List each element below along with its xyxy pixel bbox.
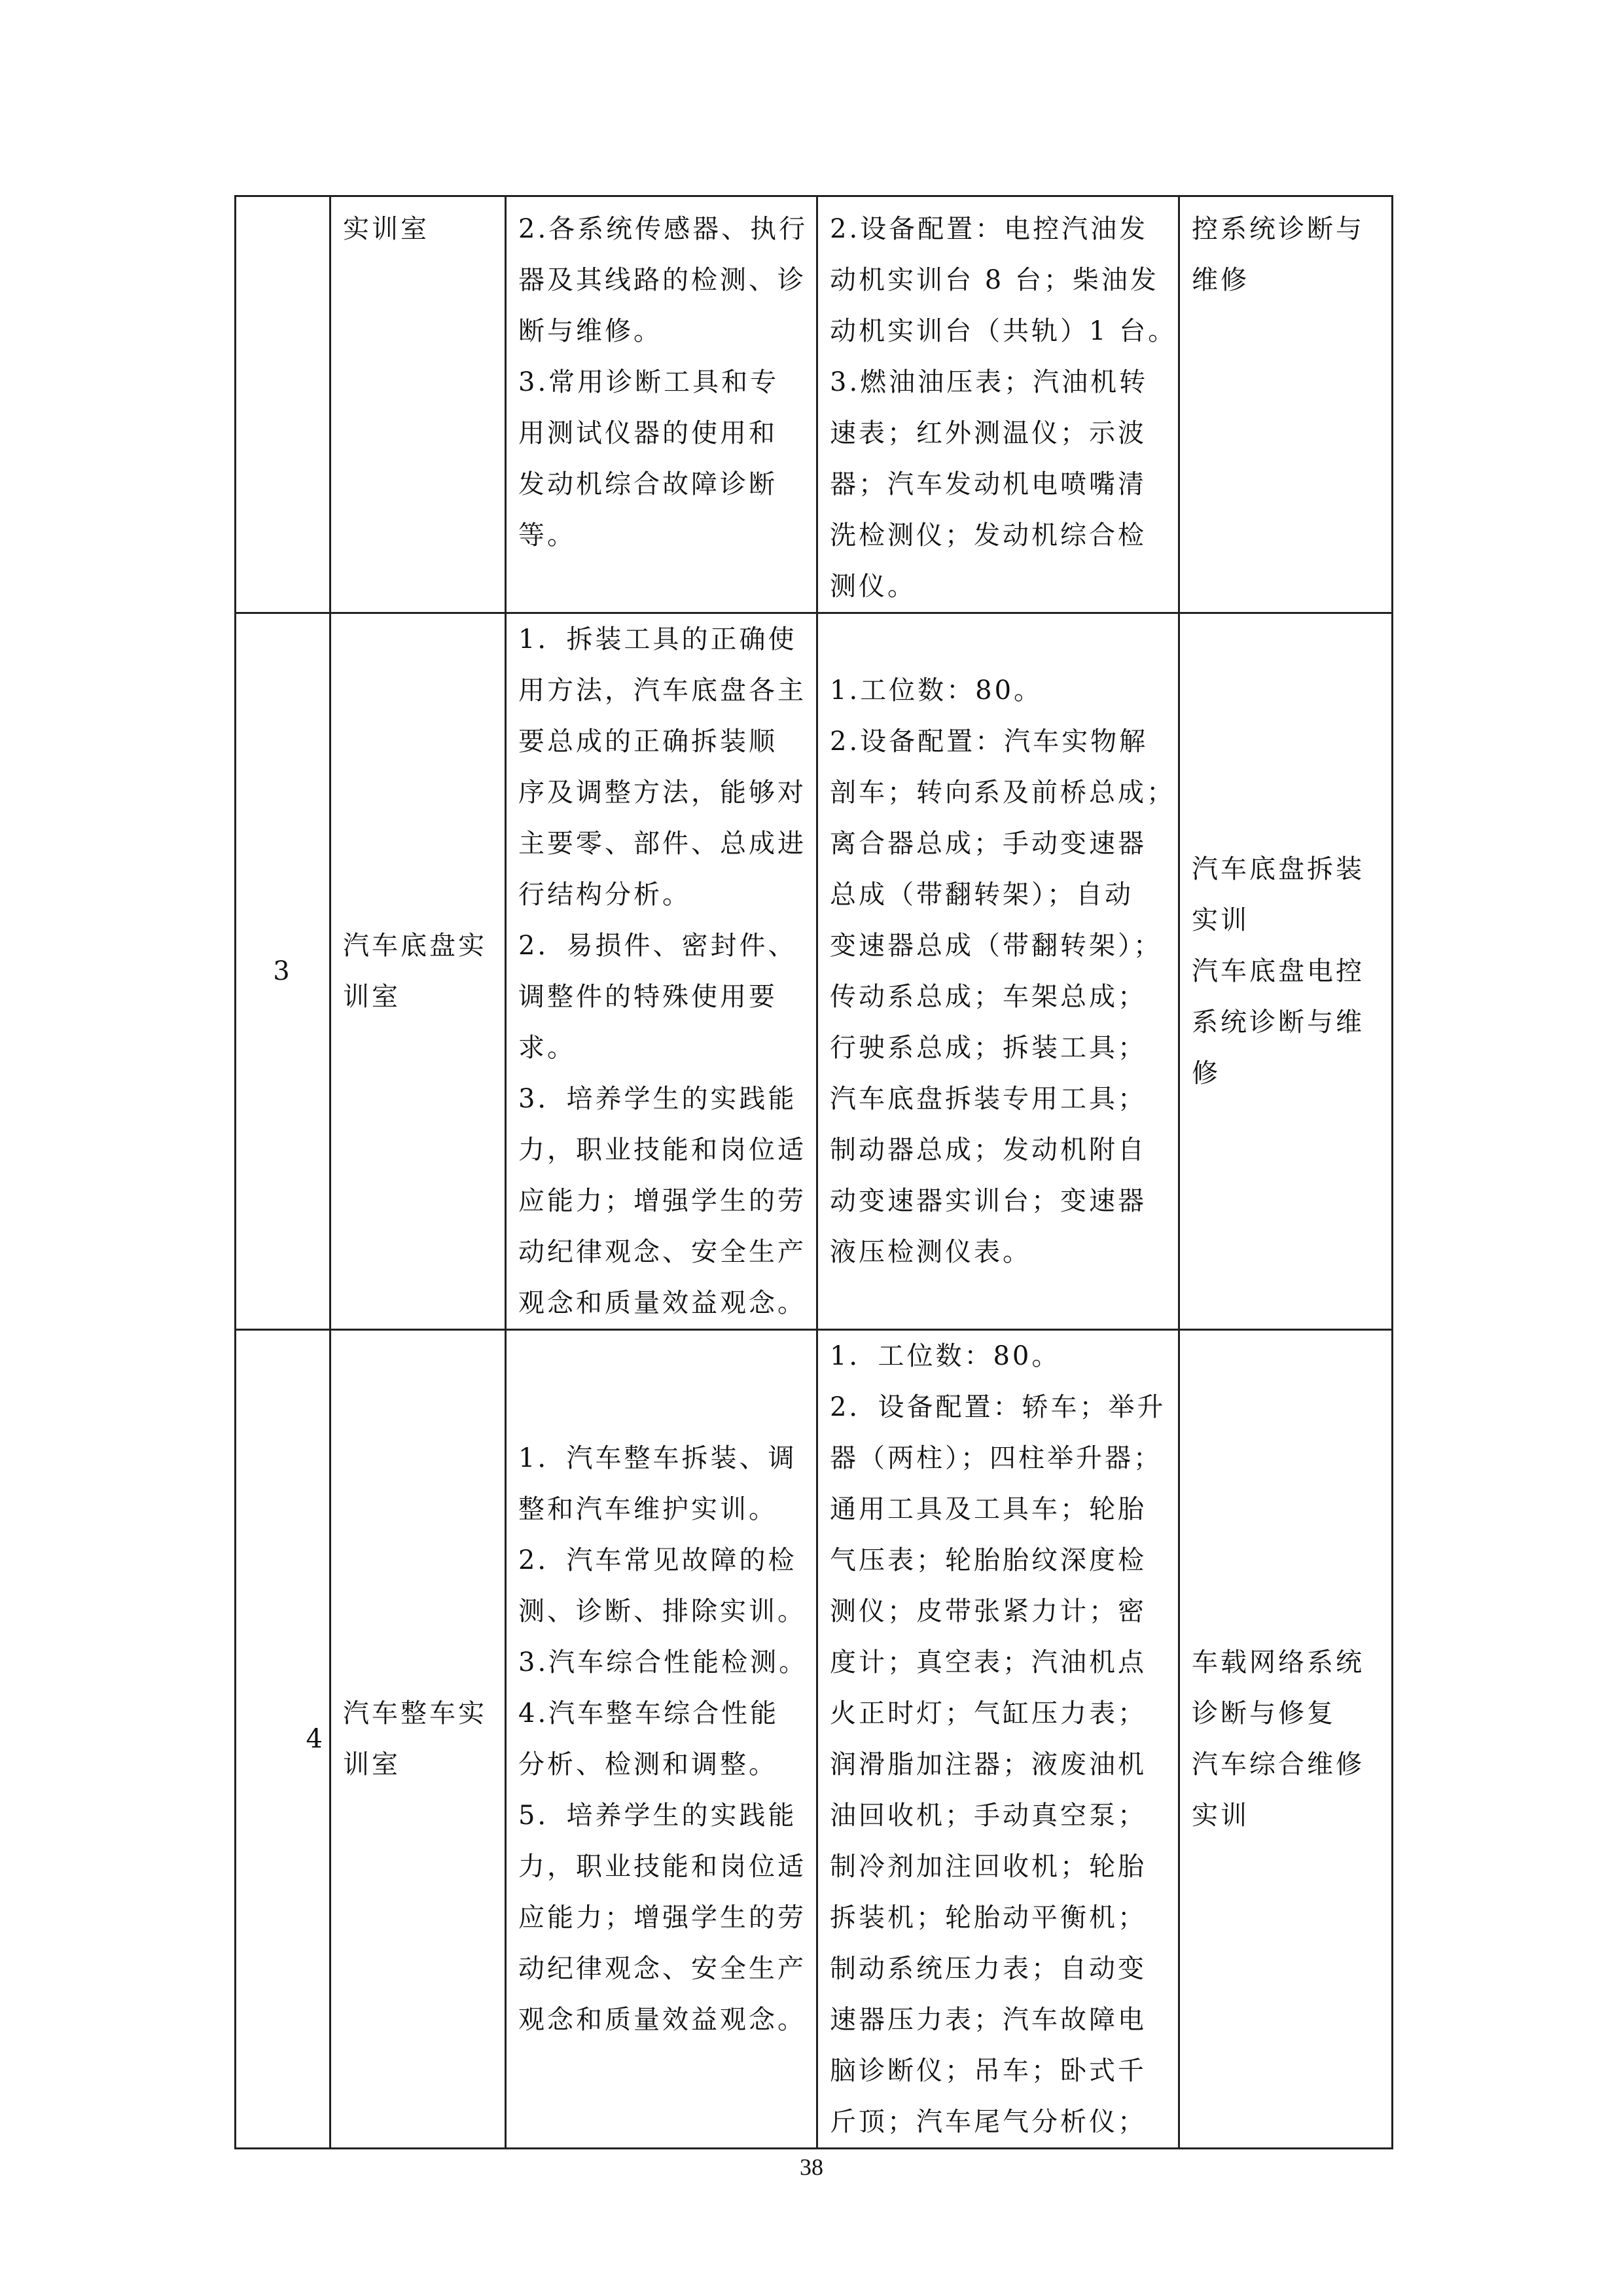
content-line: 调整件的特殊使用要 [518, 982, 777, 1012]
content-line: 整和汽车维护实训。 [518, 1494, 777, 1524]
course-cell [1179, 1330, 1393, 2149]
content-line: 动纪律观念、安全生产 [518, 1237, 806, 1267]
table-row [236, 1330, 1393, 2149]
content-line: 2．汽车常见故障的检 [518, 1545, 797, 1575]
equipment-line: 总成（带翻转架）；自动 [830, 880, 1133, 910]
equipment-line: 剖车；转向系及前桥总成； [830, 778, 1175, 808]
content-line: 观念和质量效益观念。 [518, 1288, 806, 1318]
course-cell [1179, 613, 1393, 1330]
equipment-line: 2.设备配置：汽车实物解 [830, 726, 1149, 757]
content-line: 应能力；增强学生的劳 [518, 1186, 806, 1216]
equipment-line: 2．设备配置：轿车；举升 [830, 1392, 1166, 1422]
content-line: 力，职业技能和岗位适 [518, 1135, 806, 1165]
course-line: 诊断与修复 [1192, 1698, 1336, 1729]
equipment-line: 斤顶；汽车尾气分析仪； [830, 2107, 1147, 2137]
equipment-cell [817, 613, 1179, 1330]
equipment-line: 汽车底盘拆装专用工具； [830, 1084, 1147, 1114]
course-line: 修 [1192, 1058, 1221, 1088]
content-line: 5．培养学生的实践能 [518, 1801, 797, 1831]
equipment-line: 速器压力表；汽车故障电 [830, 2005, 1147, 2035]
table-row [236, 613, 1393, 1330]
course-line: 控系统诊断与 [1192, 214, 1364, 244]
row-number-cell [236, 196, 330, 613]
equipment-line: 行驶系总成；拆装工具； [830, 1033, 1147, 1063]
room-name-cell [330, 613, 506, 1330]
course-line: 实训 [1192, 905, 1249, 935]
equipment-line: 2.设备配置：电控汽油发 [830, 214, 1149, 244]
equipment-line: 脑诊断仪；吊车；卧式千 [830, 2056, 1147, 2086]
content-line: 分析、检测和调整。 [518, 1749, 777, 1780]
content-line: 测、诊断、排除实训。 [518, 1596, 806, 1626]
course-line: 实训 [1192, 1801, 1249, 1831]
content-line: 4.汽车整车综合性能 [518, 1698, 779, 1729]
content-line: 3.汽车综合性能检测。 [518, 1647, 808, 1677]
equipment-line: 离合器总成；手动变速器 [830, 829, 1147, 859]
course-line: 维修 [1192, 265, 1249, 295]
content-line: 用方法，汽车底盘各主 [518, 675, 806, 706]
room-name-line: 汽车整车实 [343, 1698, 487, 1729]
course-line: 汽车综合维修 [1192, 1749, 1364, 1780]
training-content-cell [506, 196, 817, 613]
equipment-line: 度计；真空表；汽油机点 [830, 1647, 1147, 1677]
page-number: 38 [800, 2154, 823, 2180]
equipment-line: 润滑脂加注器；液废油机 [830, 1749, 1147, 1780]
room-name-line: 汽车底盘实 [343, 931, 487, 961]
content-line: 2.各系统传感器、执行 [518, 214, 808, 244]
equipment-line: 测仪；皮带张紧力计；密 [830, 1596, 1147, 1626]
equipment-line: 火正时灯；气缸压力表； [830, 1698, 1147, 1729]
equipment-line: 1．工位数：80。 [830, 1341, 1061, 1371]
row-number-cell: 3 [236, 613, 330, 1330]
content-line: 行结构分析。 [518, 880, 691, 910]
equipment-line: 洗检测仪；发动机综合检 [830, 520, 1147, 550]
content-line: 用测试仪器的使用和 [518, 418, 777, 448]
content-line: 2．易损件、密封件、 [518, 931, 797, 961]
equipment-line: 动变速器实训台；变速器 [830, 1186, 1147, 1216]
equipment-line: 制动系统压力表；自动变 [830, 1954, 1147, 1984]
equipment-line: 油回收机；手动真空泵； [830, 1801, 1147, 1831]
equipment-line: 器；汽车发动机电喷嘴清 [830, 469, 1147, 499]
equipment-line: 1.工位数：80。 [830, 675, 1043, 706]
room-name-cell [330, 196, 506, 613]
row-number-cell: 4 [236, 1330, 330, 2149]
content-line: 断与维修。 [518, 316, 662, 346]
content-line: 器及其线路的检测、诊 [518, 265, 806, 295]
equipment-cell [817, 196, 1179, 613]
room-name-line: 实训室 [343, 214, 429, 244]
content-line: 动纪律观念、安全生产 [518, 1954, 806, 1984]
content-line: 观念和质量效益观念。 [518, 2005, 806, 2035]
table-row [236, 196, 1393, 613]
equipment-line: 传动系总成；车架总成； [830, 982, 1147, 1012]
equipment-line: 液压检测仪表。 [830, 1237, 1031, 1267]
equipment-line: 3.燃油油压表；汽油机转 [830, 367, 1149, 397]
training-content-cell [506, 1330, 817, 2149]
room-name-line: 训室 [343, 982, 401, 1012]
content-line: 发动机综合故障诊断 [518, 469, 777, 499]
equipment-line: 制冷剂加注回收机；轮胎 [830, 1852, 1147, 1882]
content-line: 等。 [518, 520, 576, 550]
content-line: 求。 [518, 1033, 576, 1063]
content-line: 主要零、部件、总成进 [518, 829, 806, 859]
content-line: 应能力；增强学生的劳 [518, 1903, 806, 1933]
course-cell [1179, 196, 1393, 613]
content-line: 1．拆装工具的正确使 [518, 624, 797, 655]
course-line: 系统诊断与维 [1192, 1007, 1364, 1037]
content-line: 3．培养学生的实践能 [518, 1084, 797, 1114]
room-name-cell [330, 1330, 506, 2149]
equipment-line: 器（两柱）；四柱举升器； [830, 1443, 1162, 1473]
equipment-line: 气压表；轮胎胎纹深度检 [830, 1545, 1147, 1575]
equipment-line: 动机实训台（共轨）1 台。 [830, 316, 1177, 346]
room-name-line: 训室 [343, 1749, 401, 1780]
equipment-line: 变速器总成（带翻转架）； [830, 931, 1162, 961]
equipment-line: 通用工具及工具车；轮胎 [830, 1494, 1147, 1524]
equipment-line: 测仪。 [830, 571, 916, 601]
course-line: 车载网络系统 [1192, 1647, 1364, 1677]
content-line: 力，职业技能和岗位适 [518, 1852, 806, 1882]
content-line: 序及调整方法，能够对 [518, 778, 806, 808]
equipment-line: 速表；红外测温仪；示波 [830, 418, 1147, 448]
equipment-line: 制动器总成；发动机附自 [830, 1135, 1147, 1165]
training-content-cell [506, 613, 817, 1330]
equipment-line: 动机实训台 8 台；柴油发 [830, 265, 1159, 295]
training-room-table [234, 195, 1393, 2149]
equipment-line: 拆装机；轮胎动平衡机； [830, 1903, 1147, 1933]
content-line: 1．汽车整车拆装、调 [518, 1443, 797, 1473]
equipment-cell [817, 1330, 1179, 2149]
course-line: 汽车底盘电控 [1192, 956, 1364, 986]
course-line: 汽车底盘拆装 [1192, 854, 1364, 884]
content-line: 要总成的正确拆装顺 [518, 726, 777, 757]
content-line: 3.常用诊断工具和专 [518, 367, 779, 397]
